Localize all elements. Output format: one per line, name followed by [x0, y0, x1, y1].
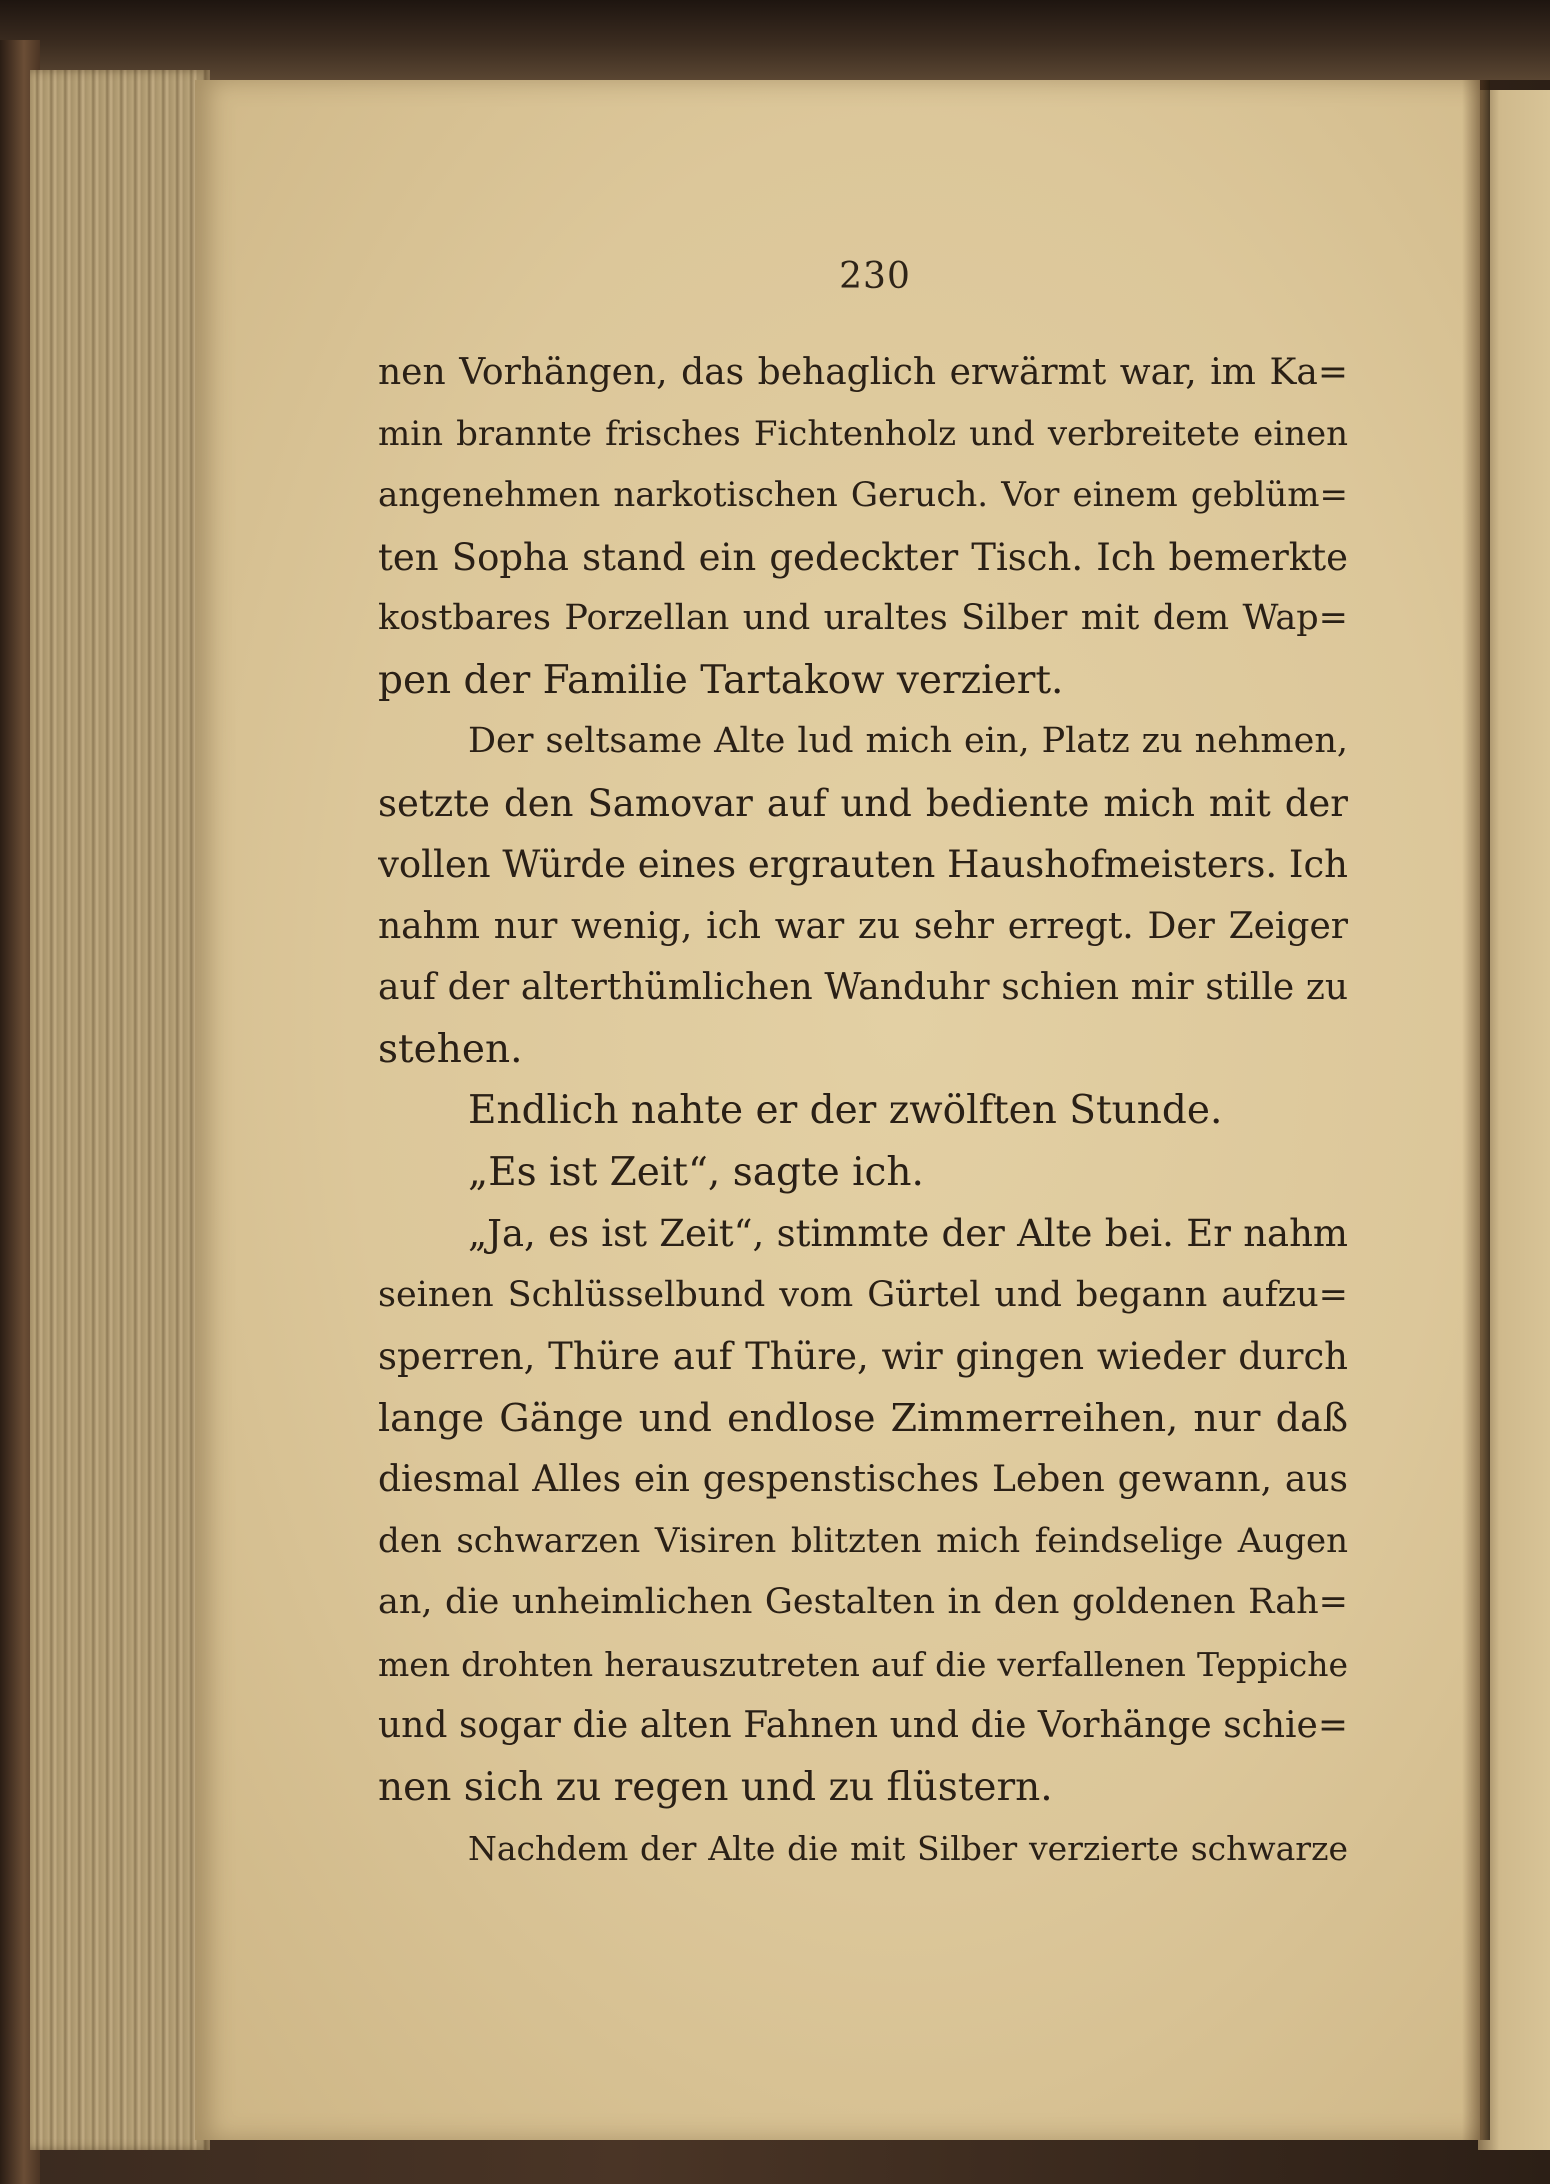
text-line: ten Sopha stand ein gedeckter Tisch. Ich bemerkte: [378, 535, 1348, 579]
text-line: seinen Schlüsselbund vom Gürtel und begann aufzu=: [378, 1274, 1348, 1315]
text-line: nahm nur wenig, ich war zu sehr erregt. Der Zeiger: [378, 905, 1348, 947]
text-line: diesmal Alles ein gespenstisches Leben gewann, aus: [378, 1459, 1348, 1500]
text-line: pen der Familie Tartakow verziert.: [378, 657, 1064, 703]
text-line: sperren, Thüre auf Thüre, wir gingen wieder durch: [378, 1335, 1348, 1378]
text-line: „Es ist Zeit“, sagte ich.: [468, 1149, 924, 1195]
page-number: 230: [839, 256, 911, 297]
text-line: angenehmen narkotischen Geruch. Vor einem geblüm=: [378, 475, 1348, 515]
text-line: und sogar die alten Fahnen und die Vorhänge schie=: [378, 1705, 1348, 1746]
page-stack-edges: [30, 70, 210, 2150]
text-line: Der seltsame Alte lud mich ein, Platz zu nehmen,: [468, 721, 1348, 761]
body-text: [378, 342, 1348, 1880]
book-top-edge: [0, 0, 1550, 80]
text-line: men drohten herauszutreten auf die verfallenen Teppiche: [378, 1644, 1348, 1684]
text-line: vollen Würde eines ergrauten Haushofmeisters. Ich: [378, 843, 1348, 886]
text-line: nen sich zu regen und zu flüstern.: [378, 1764, 1053, 1810]
text-line: den schwarzen Visiren blitzten mich feindselige Augen: [378, 1520, 1348, 1561]
text-line: min brannte frisches Fichtenholz und verbreitete einen: [378, 413, 1348, 454]
text-line: stehen.: [378, 1026, 523, 1072]
text-line: auf der alterthümlichen Wanduhr schien mir stille zu: [378, 967, 1348, 1008]
text-line: „Ja, es ist Zeit“, stimmte der Alte bei. Er nahm: [468, 1212, 1348, 1255]
text-line: Nachdem der Alte die mit Silber verzierte schwarze: [468, 1829, 1348, 1868]
text-line: nen Vorhängen, das behaglich erwärmt war, im Ka=: [378, 352, 1348, 393]
text-line: Endlich nahte er der zwölften Stunde.: [468, 1088, 1223, 1133]
text-line: an, die unheimlichen Gestalten in den goldenen Rah=: [378, 1582, 1348, 1622]
text-line: lange Gänge und endlose Zimmerreihen, nur daß: [378, 1395, 1348, 1440]
text-line: setzte den Samovar auf und bediente mich mit der: [378, 781, 1348, 825]
text-line: kostbares Porzellan und uraltes Silber mit dem Wap=: [378, 598, 1348, 638]
gutter-shadow: [1462, 80, 1490, 2140]
